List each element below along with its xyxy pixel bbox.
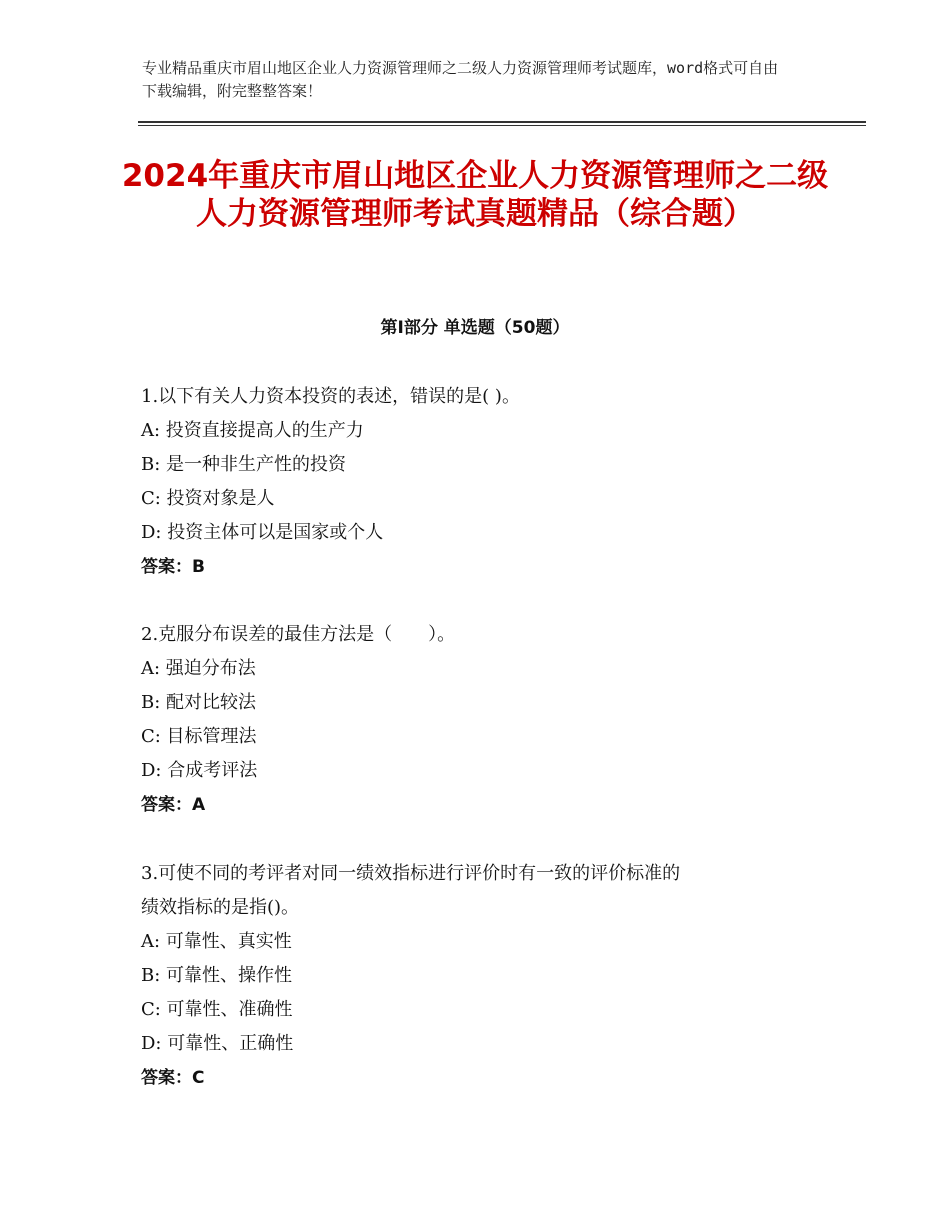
option-d: D: 可靠性、正确性 [141,1033,294,1054]
option-a: A: 可靠性、真实性 [141,931,292,952]
option-a: A: 强迫分布法 [141,658,256,679]
option-b: B: 配对比较法 [141,692,257,713]
header-rule-thick [138,121,866,123]
option-b: B: 可靠性、操作性 [141,965,293,986]
option-d: D: 投资主体可以是国家或个人 [141,522,384,543]
question-stem-continued: 绩效指标的是指()。 [141,897,300,918]
option-c: C: 目标管理法 [141,726,257,747]
section-title: 第Ⅰ部分 单选题（50题） [380,318,570,338]
document-title: 2024年重庆市眉山地区企业人力资源管理师之二级人力资源管理师考试真题精品（综合题） [121,158,829,232]
option-b: B: 是一种非生产性的投资 [141,454,347,475]
option-c: C: 投资对象是人 [141,488,275,509]
header-rule-thin [138,125,866,126]
option-c: C: 可靠性、准确性 [141,999,293,1020]
question-3 [141,857,821,1095]
question-stem: 1.以下有关人力资本投资的表述，错误的是( )。 [141,386,520,407]
answer: 答案：B [141,557,205,577]
option-d: D: 合成考评法 [141,760,258,781]
question-2 [141,618,821,822]
option-a: A: 投资直接提高人的生产力 [141,420,364,441]
question-stem: 2.克服分布误差的最佳方法是（ ）。 [141,624,456,645]
answer: 答案：A [141,795,206,815]
answer: 答案：C [141,1068,205,1088]
question-stem: 3.可使不同的考评者对同一绩效指标进行评价时有一致的评价标准的 [141,863,681,884]
header-note: 专业精品重庆市眉山地区企业人力资源管理师之二级人力资源管理师考试题库，word格式可自由下载编辑，附完整整答案！ [142,59,779,100]
question-1 [141,380,821,584]
